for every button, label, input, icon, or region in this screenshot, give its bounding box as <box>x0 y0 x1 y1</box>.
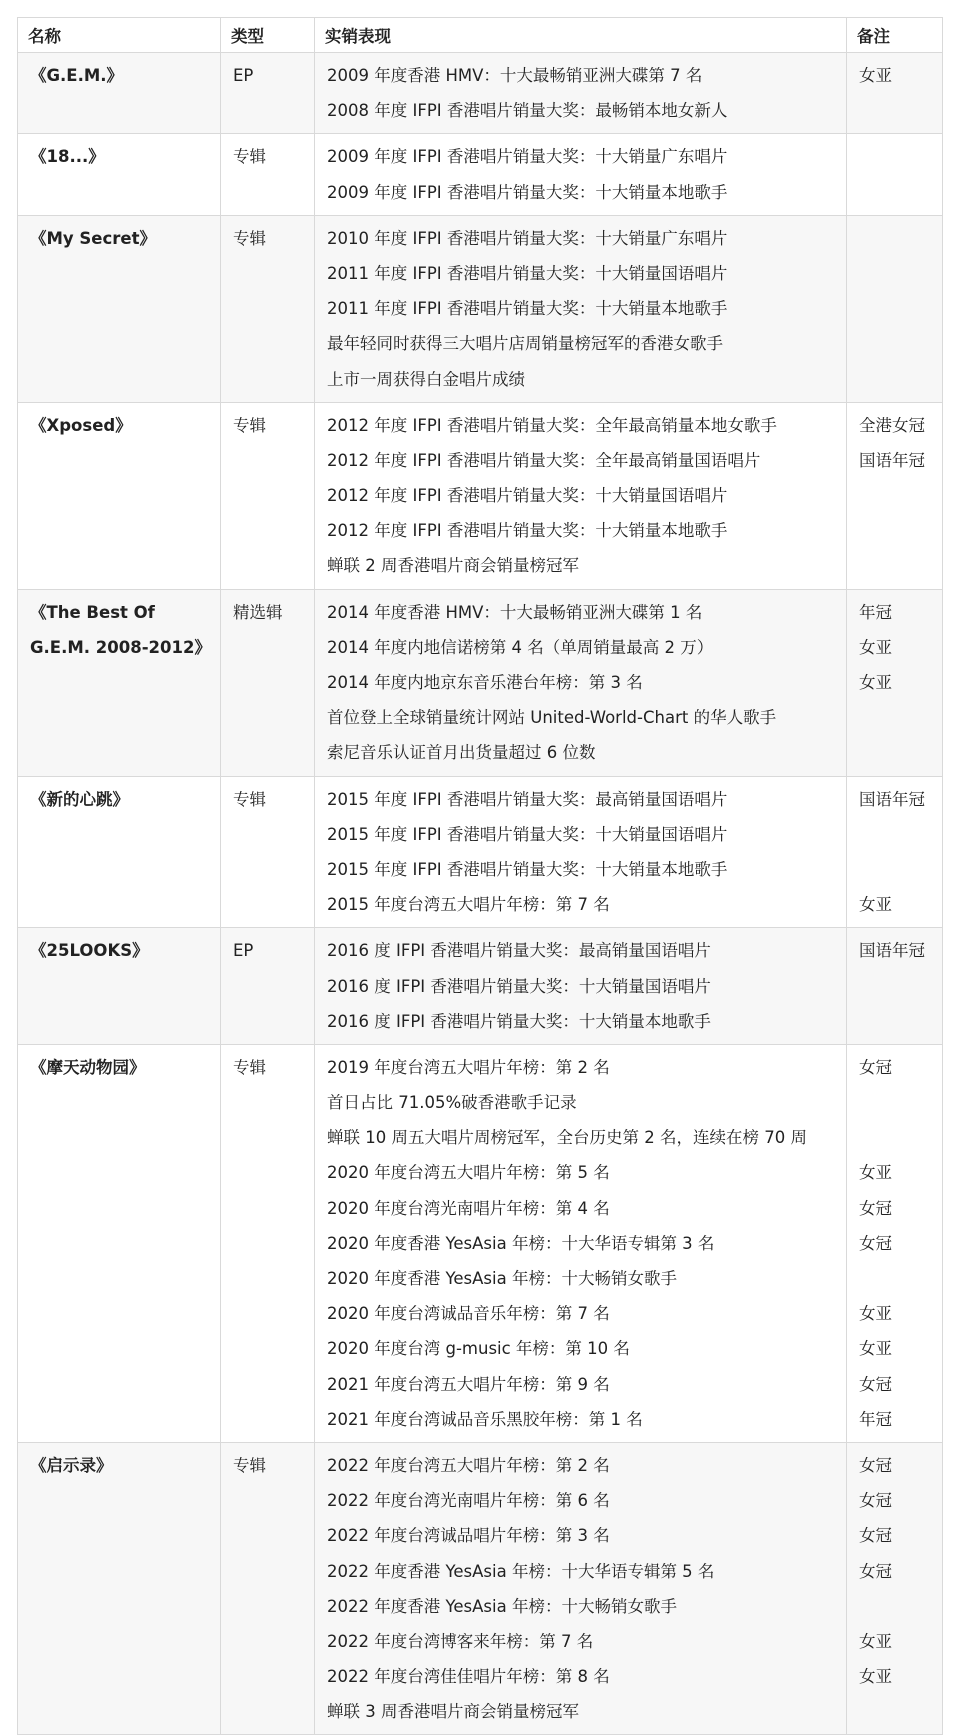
sales-item: 蝉联 10 周五大唱片周榜冠军，全台历史第 2 名，连续在榜 70 周 <box>327 1128 807 1148</box>
note-item <box>859 1120 932 1155</box>
note-item: 女亚 <box>859 1163 892 1183</box>
sales-cell <box>315 928 847 1045</box>
sales-item: 2012 年度 IFPI 香港唱片销量大奖：十大销量国语唱片 <box>327 486 728 506</box>
note-item <box>859 548 932 583</box>
note-cell <box>847 589 943 776</box>
album-name: 《My Secret》 <box>18 215 221 402</box>
sales-item: 2020 年度台湾诚品音乐年榜：第 7 名 <box>327 1304 610 1324</box>
note-item: 女亚 <box>859 1667 892 1687</box>
table-row <box>18 402 943 589</box>
sales-cell <box>315 402 847 589</box>
sales-item: 蝉联 2 周香港唱片商会销量榜冠军 <box>327 556 579 576</box>
note-item <box>859 1261 932 1296</box>
note-item <box>859 1004 932 1039</box>
album-name: 《25LOOKS》 <box>18 928 221 1045</box>
note-item: 女亚 <box>859 673 892 692</box>
sales-item: 2015 年度 IFPI 香港唱片销量大奖：十大销量本地歌手 <box>327 859 728 879</box>
sales-item: 2011 年度 IFPI 香港唱片销量大奖：十大销量本地歌手 <box>327 299 728 319</box>
sales-cell <box>315 215 847 402</box>
sales-item: 2011 年度 IFPI 香港唱片销量大奖：十大销量国语唱片 <box>327 263 728 283</box>
album-type: 专辑 <box>221 402 315 589</box>
note-item: 女冠 <box>859 1561 892 1581</box>
note-item <box>859 221 932 256</box>
note-cell <box>847 1044 943 1442</box>
note-item <box>859 139 932 174</box>
note-item: 女亚 <box>859 637 892 657</box>
album-type: 专辑 <box>221 776 315 928</box>
sales-item: 2021 年度台湾五大唱片年榜：第 9 名 <box>327 1374 610 1394</box>
note-item <box>859 291 932 326</box>
sales-item: 2015 年度 IFPI 香港唱片销量大奖：最高销量国语唱片 <box>327 789 728 809</box>
sales-item: 2019 年度台湾五大唱片年榜：第 2 名 <box>327 1057 610 1077</box>
note-item: 女冠 <box>859 1198 892 1218</box>
note-cell <box>847 215 943 402</box>
sales-item: 2020 年度台湾 g-music 年榜：第 10 名 <box>327 1339 630 1359</box>
sales-table <box>17 17 943 1735</box>
album-name: 《18...》 <box>18 134 221 215</box>
sales-cell <box>315 776 847 928</box>
note-item <box>859 478 932 513</box>
sales-item: 2022 年度香港 YesAsia 年榜：十大畅销女歌手 <box>327 1596 677 1616</box>
note-cell <box>847 402 943 589</box>
album-name: 《摩天动物园》 <box>18 1044 221 1442</box>
note-cell <box>847 1442 943 1735</box>
table-row <box>18 1044 943 1442</box>
sales-item: 2022 年度香港 YesAsia 年榜：十大华语专辑第 5 名 <box>327 1561 715 1581</box>
album-type: 专辑 <box>221 134 315 215</box>
sales-cell <box>315 134 847 215</box>
note-item <box>859 326 932 361</box>
sales-item: 2009 年度 IFPI 香港唱片销量大奖：十大销量本地歌手 <box>327 182 728 202</box>
sales-item: 2022 年度台湾博客来年榜：第 7 名 <box>327 1631 594 1651</box>
note-item: 国语年冠 <box>859 450 925 470</box>
sales-item: 2020 年度香港 YesAsia 年榜：十大华语专辑第 3 名 <box>327 1233 715 1253</box>
table-row <box>18 53 943 134</box>
note-item: 全港女冠 <box>859 415 925 435</box>
sales-item: 首日占比 71.05%破香港歌手记录 <box>327 1093 577 1113</box>
album-name: 《The Best Of G.E.M. 2008-2012》 <box>18 589 221 776</box>
sales-item: 上市一周获得白金唱片成绩 <box>327 369 525 389</box>
sales-item: 2020 年度台湾光南唱片年榜：第 4 名 <box>327 1198 610 1218</box>
note-cell <box>847 928 943 1045</box>
album-type: 专辑 <box>221 1044 315 1442</box>
sales-item: 2016 度 IFPI 香港唱片销量大奖：最高销量国语唱片 <box>327 941 711 961</box>
note-cell <box>847 53 943 134</box>
table-row <box>18 134 943 215</box>
note-cell <box>847 776 943 928</box>
header-note: 备注 <box>847 18 943 53</box>
note-item <box>859 513 932 548</box>
album-type: 专辑 <box>221 1442 315 1735</box>
note-item: 国语年冠 <box>859 941 925 961</box>
sales-item: 2022 年度台湾诚品唱片年榜：第 3 名 <box>327 1526 610 1546</box>
note-item: 女冠 <box>859 1455 892 1475</box>
album-name: 《G.E.M.》 <box>18 53 221 134</box>
sales-item: 2020 年度香港 YesAsia 年榜：十大畅销女歌手 <box>327 1269 677 1288</box>
note-item: 女亚 <box>859 1631 892 1651</box>
note-item <box>859 1589 932 1624</box>
sales-item: 最年轻同时获得三大唱片店周销量榜冠军的香港女歌手 <box>327 334 723 354</box>
sales-item: 索尼音乐认证首月出货量超过 6 位数 <box>327 743 596 763</box>
sales-item: 2020 年度台湾五大唱片年榜：第 5 名 <box>327 1163 610 1183</box>
table-row <box>18 776 943 928</box>
sales-item: 2015 年度台湾五大唱片年榜：第 7 名 <box>327 895 610 915</box>
table-row <box>18 1442 943 1735</box>
note-item: 女冠 <box>859 1057 892 1077</box>
note-item <box>859 362 932 397</box>
sales-item: 首位登上全球销量统计网站 United-World-Chart 的华人歌手 <box>327 708 777 728</box>
note-item: 年冠 <box>859 1409 892 1429</box>
sales-item: 蝉联 3 周香港唱片商会销量榜冠军 <box>327 1702 579 1722</box>
note-item: 年冠 <box>859 602 892 622</box>
note-item: 女亚 <box>859 66 892 85</box>
sales-item: 2012 年度 IFPI 香港唱片销量大奖：全年最高销量国语唱片 <box>327 450 761 470</box>
album-type: 精选辑 <box>221 589 315 776</box>
sales-item: 2008 年度 IFPI 香港唱片销量大奖：最畅销本地女新人 <box>327 101 728 121</box>
note-item: 国语年冠 <box>859 789 925 809</box>
sales-item: 2009 年度香港 HMV：十大最畅销亚洲大碟第 7 名 <box>327 66 703 85</box>
sales-item: 2016 度 IFPI 香港唱片销量大奖：十大销量本地歌手 <box>327 1011 711 1031</box>
sales-item: 2022 年度台湾五大唱片年榜：第 2 名 <box>327 1455 610 1475</box>
sales-item: 2022 年度台湾佳佳唱片年榜：第 8 名 <box>327 1667 610 1687</box>
sales-item: 2015 年度 IFPI 香港唱片销量大奖：十大销量国语唱片 <box>327 824 728 844</box>
note-item: 女亚 <box>859 895 892 915</box>
note-item <box>859 700 932 735</box>
album-type: EP <box>221 53 315 134</box>
sales-cell <box>315 53 847 134</box>
note-item: 女冠 <box>859 1526 892 1546</box>
note-item <box>859 817 932 852</box>
table-header-row <box>18 18 943 53</box>
table-row <box>18 928 943 1045</box>
note-item: 女冠 <box>859 1374 892 1394</box>
note-item: 女冠 <box>859 1491 892 1511</box>
sales-item: 2009 年度 IFPI 香港唱片销量大奖：十大销量广东唱片 <box>327 147 728 167</box>
album-name: 《Xposed》 <box>18 402 221 589</box>
header-sales: 实销表现 <box>315 18 847 53</box>
note-item <box>859 969 932 1004</box>
note-item <box>859 735 932 770</box>
header-name: 名称 <box>18 18 221 53</box>
note-item: 女冠 <box>859 1233 892 1253</box>
note-item <box>859 93 932 128</box>
note-item <box>859 852 932 887</box>
note-item <box>859 1694 932 1729</box>
sales-cell <box>315 589 847 776</box>
sales-item: 2014 年度香港 HMV：十大最畅销亚洲大碟第 1 名 <box>327 602 703 622</box>
sales-item: 2014 年度内地京东音乐港台年榜：第 3 名 <box>327 673 643 692</box>
table-row <box>18 215 943 402</box>
sales-item: 2022 年度台湾光南唱片年榜：第 6 名 <box>327 1491 610 1511</box>
sales-cell <box>315 1044 847 1442</box>
table-row <box>18 589 943 776</box>
note-item: 女亚 <box>859 1339 892 1359</box>
note-cell <box>847 134 943 215</box>
sales-item: 2016 度 IFPI 香港唱片销量大奖：十大销量国语唱片 <box>327 976 711 996</box>
sales-item: 2010 年度 IFPI 香港唱片销量大奖：十大销量广东唱片 <box>327 228 728 248</box>
header-type: 类型 <box>221 18 315 53</box>
sales-cell <box>315 1442 847 1735</box>
note-item: 女亚 <box>859 1304 892 1324</box>
note-item <box>859 1085 932 1120</box>
album-name: 《新的心跳》 <box>18 776 221 928</box>
sales-item: 2012 年度 IFPI 香港唱片销量大奖：全年最高销量本地女歌手 <box>327 415 777 435</box>
sales-item: 2014 年度内地信诺榜第 4 名（单周销量最高 2 万） <box>327 637 714 657</box>
album-type: EP <box>221 928 315 1045</box>
album-name: 《启示录》 <box>18 1442 221 1735</box>
note-item <box>859 175 932 210</box>
sales-item: 2012 年度 IFPI 香港唱片销量大奖：十大销量本地歌手 <box>327 521 728 541</box>
note-item <box>859 256 932 291</box>
sales-table-container <box>17 17 942 1735</box>
table-body <box>18 53 943 1735</box>
sales-item: 2021 年度台湾诚品音乐黑胶年榜：第 1 名 <box>327 1409 643 1429</box>
album-type: 专辑 <box>221 215 315 402</box>
